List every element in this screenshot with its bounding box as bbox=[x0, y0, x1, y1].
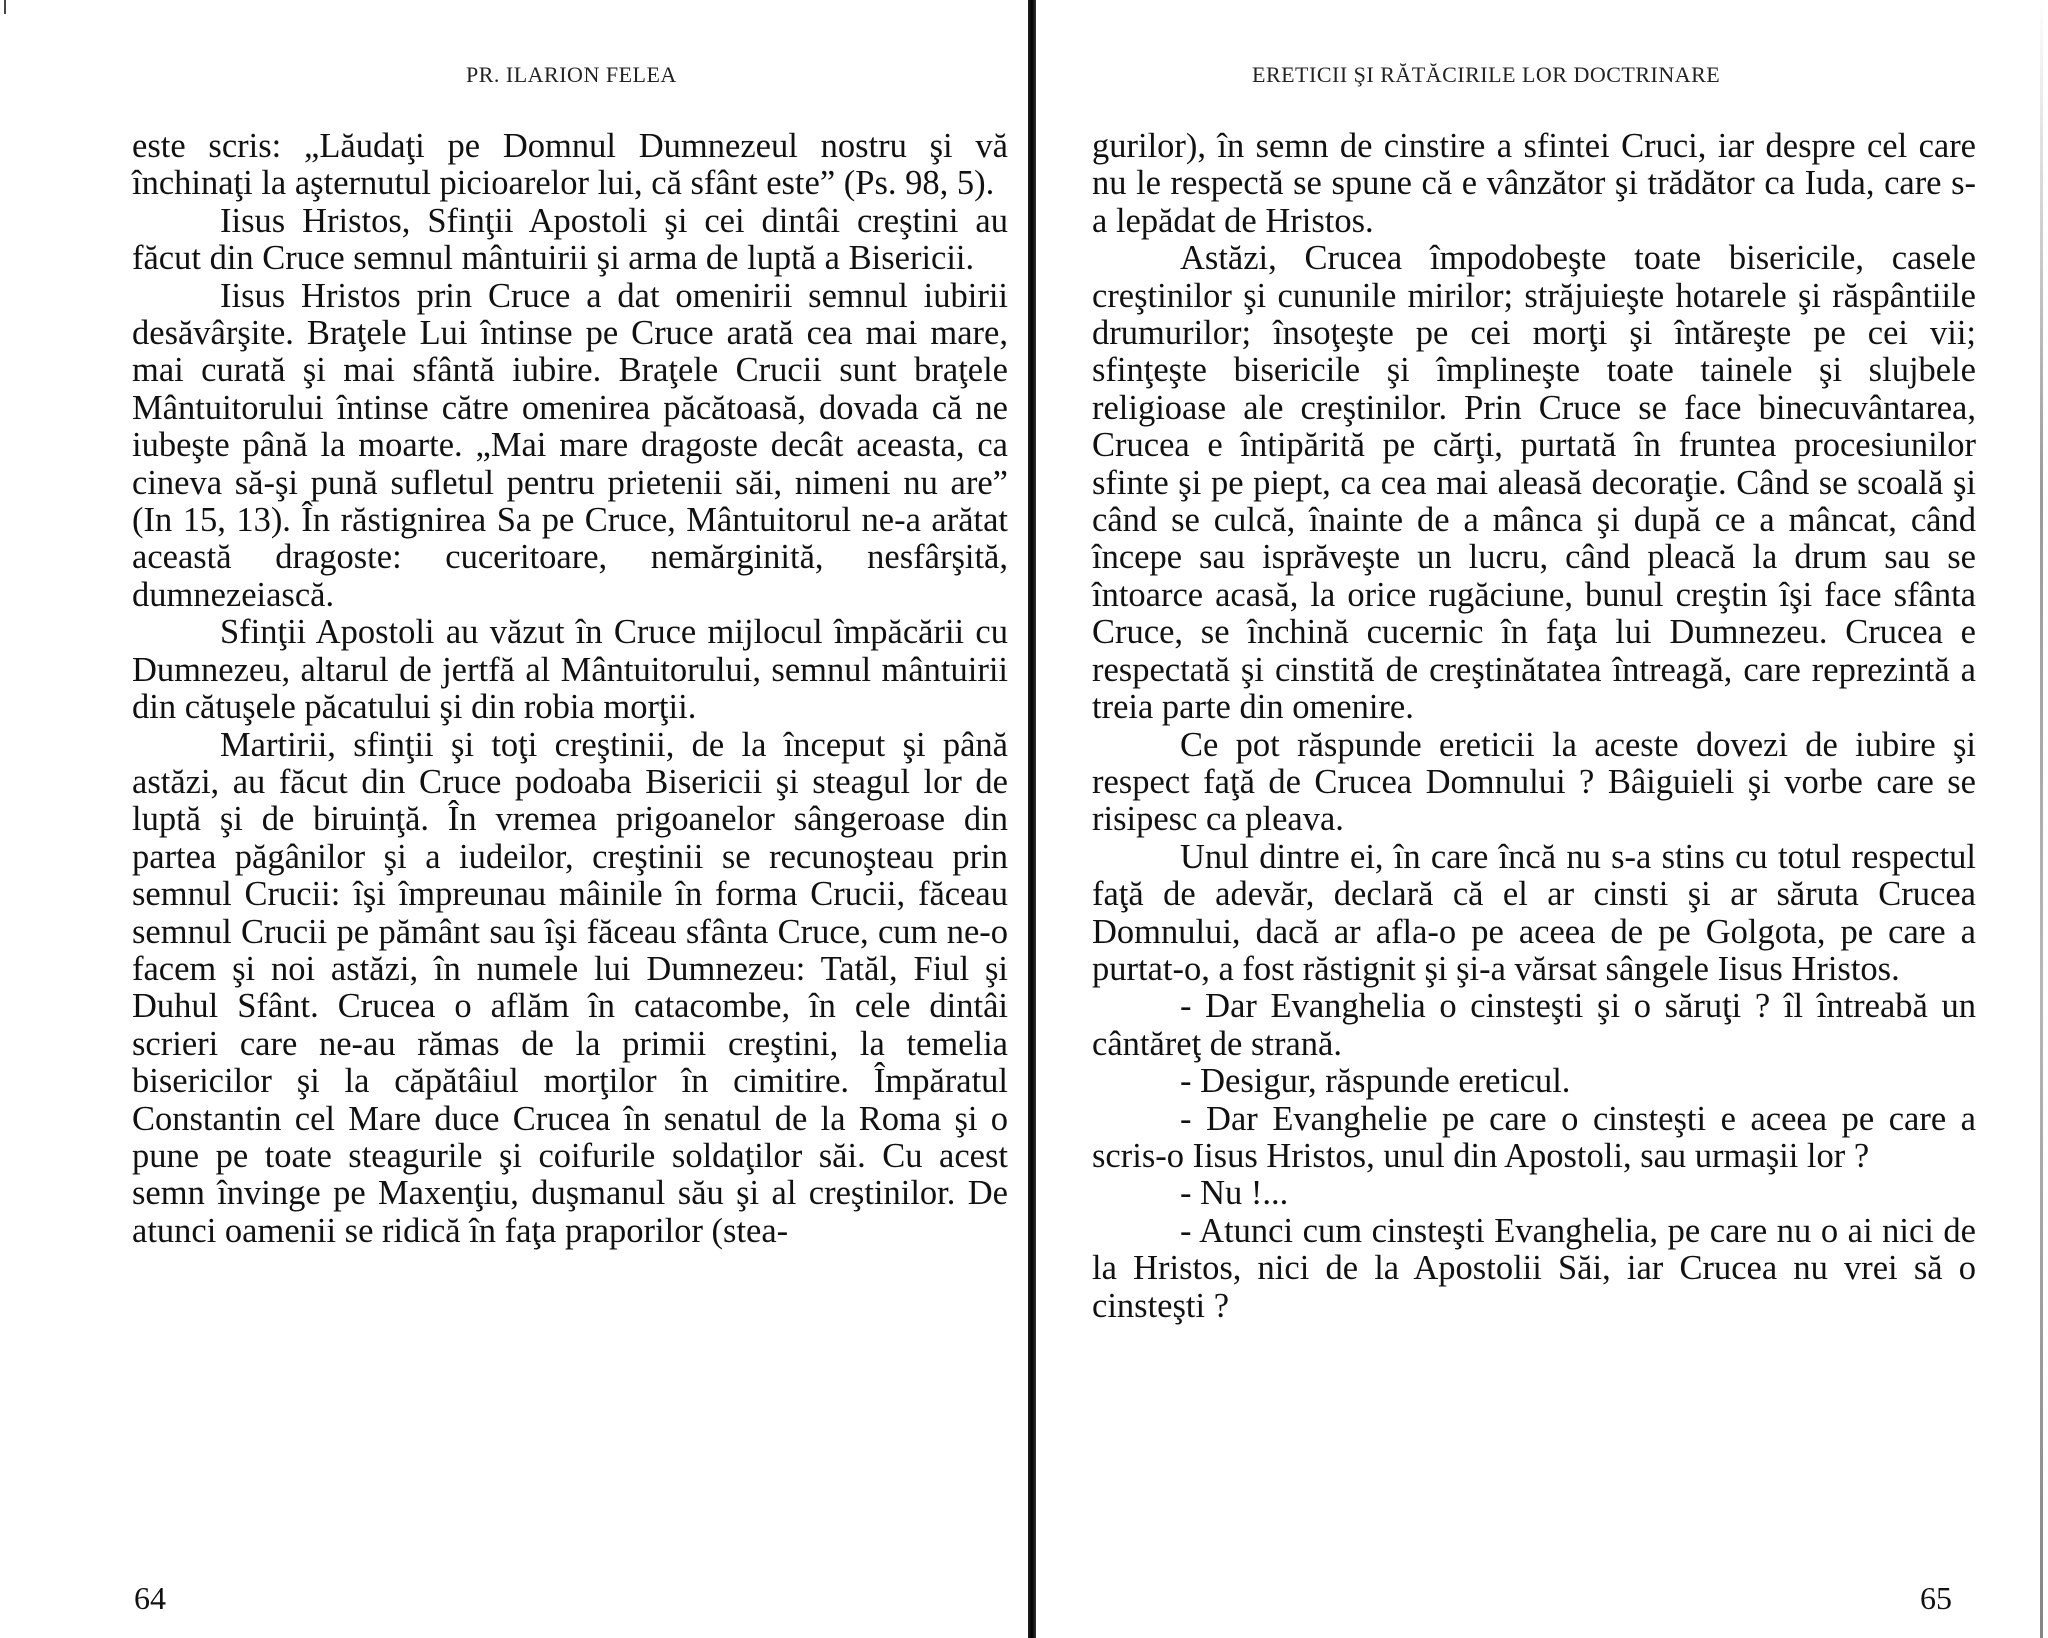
left-paragraph-2: Iisus Hristos, Sfinţii Apostoli şi cei dintâi creştini au făcut din Cruce semnul mântuirii şi arma de luptă a Bisericii. bbox=[132, 201, 1008, 278]
right-paragraph-6: - Desigur, răspunde ereticul. bbox=[1180, 1062, 1571, 1101]
right-page bbox=[1040, 0, 2048, 1638]
page-edge-shadow bbox=[2040, 0, 2043, 1638]
right-paragraph-9: - Atunci cum cinsteşti Evanghelia, pe care nu o ai nici de la Hristos, nici de la Apostolii Săi, iar Crucea nu vrei să o cinsteşti ? bbox=[1092, 1211, 1976, 1325]
right-page-number: 65 bbox=[1920, 1580, 1952, 1616]
left-body-text bbox=[132, 128, 1008, 1250]
right-paragraph-7: - Dar Evanghelie pe care o cinsteşti e aceea pe care a scris-o Iisus Hristos, unul din Apostoli, sau urmaşii lor ? bbox=[1092, 1099, 1976, 1175]
right-paragraph-3: Ce pot răspunde ereticii la aceste dovezi de iubire şi respect faţă de Crucea Domnului ? Bâiguieli şi vorbe care se risipesc ca pleava. bbox=[1092, 725, 1976, 839]
right-paragraph-2: Astăzi, Crucea împodobeşte toate bisericile, casele creştinilor şi cununile mirilor; străjuieşte hotarele şi răspântiile drumurilor; însoţeşte pe cei morţi şi întăreşte pe cei vii; sfinţeşte bisericile şi împlineşte toate tainele şi slujbele religioase ale creştinilor. Prin Cruce se face binecuvântarea, Crucea e întipărită pe cărţi, purtată în fruntea procesiunilor sfinte şi pe piept, ca cea mai aleasă decoraţie. Când se scoală şi când se culcă, înainte de a mânca şi după ce a mâncat, când începe sau isprăveşte un lucru, când pleacă la drum sau se întoarce acasă, la orice rugăciune, bunul creştin îşi face sfânta Cruce, se închină cucernic în faţa lui Dumnezeu. Crucea e respectată şi cinstită de creştinătatea întreagă, care reprezintă a treia parte din omenire. bbox=[1092, 239, 1976, 727]
book-gutter bbox=[1028, 0, 1036, 1638]
right-paragraph-8: - Nu !... bbox=[1180, 1174, 1289, 1213]
right-running-head: ERETICII ŞI RĂTĂCIRILE LOR DOCTRINARE bbox=[1252, 62, 1721, 87]
right-body-text bbox=[1092, 128, 1976, 1325]
right-paragraph-5: - Dar Evanghelia o cinsteşti şi o săruţi ? îl întreabă un cântăreţ de strană. bbox=[1092, 987, 1976, 1063]
left-paragraph-5: Martirii, sfinţii şi toţi creştinii, de la început şi până astăzi, au făcut din Cruce podoaba Bisericii şi steagul lor de luptă şi de biruinţă. În vremea prigoanelor sângeroase din partea păgânilor şi a iudeilor, creştinii se recunoşteau prin semnul Crucii: îşi împreunau mâinile în forma Crucii, făceau semnul Crucii pe pământ sau îşi făceau sfânta Cruce, cum ne-o facem şi noi astăzi, în numele lui Dumnezeu: Tatăl, Fiul şi Duhul Sfânt. Crucea o aflăm în catacombe, în cele dintâi scrieri care ne-au rămas de la primii creştini, la temelia bisericilor şi la căpătâiul morţilor în cimitire. Împăratul Constantin cel Mare duce Crucea în senatul de la Roma şi o pune pe toate steagurile şi coifurile soldaţilor săi. Cu acest semn învinge pe Maxenţiu, duşmanul său şi al creştinilor. De atunci oamenii se ridică în faţa praporilor (stea- bbox=[132, 725, 1008, 1250]
left-paragraph-1: este scris: „Lăudaţi pe Domnul Dumnezeul nostru şi vă închinaţi la aşternutul picioarelor lui, că sfânt este” (Ps. 98, 5). bbox=[132, 127, 1008, 203]
left-paragraph-3: Iisus Hristos prin Cruce a dat omenirii semnul iubirii desăvârşite. Braţele Lui întinse pe Cruce arată cea mai mare, mai curată şi mai sfântă iubire. Braţele Crucii sunt braţele Mântuitorului întinse către omenirea păcătoasă, dovada că ne iubeşte până la moarte. „Mai mare dragoste decât aceasta, ca cineva să-şi pună sufletul pentru prietenii săi, nimeni nu are” (In 15, 13). În răstignirea Sa pe Cruce, Mântuitorul ne-a arătat această dragoste: cuceritoare, nemărginită, nesfârşită, dumnezeiască. bbox=[132, 276, 1008, 614]
right-paragraph-1: gurilor), în semn de cinstire a sfintei Cruci, iar despre cel care nu le respectă se spune că e vânzător şi trădător ca Iuda, care s-a lepădat de Hristos. bbox=[1092, 127, 1976, 240]
left-page-number: 64 bbox=[134, 1580, 166, 1616]
left-paragraph-4: Sfinţii Apostoli au văzut în Cruce mijlocul împăcării cu Dumnezeu, altarul de jertfă al Mântuitorului, semnul mântuirii din cătuşele păcatului şi din robia morţii. bbox=[132, 613, 1008, 727]
right-paragraph-4: Unul dintre ei, în care încă nu s-a stins cu totul respectul faţă de adevăr, declară că el ar cinsti şi ar săruta Crucea Domnului, dacă ar afla-o pe aceea de pe Golgota, pe care a purtat-o, a fost răstignit şi şi-a vărsat sângele Iisus Hristos. bbox=[1092, 837, 1976, 988]
left-running-head: PR. ILARION FELEA bbox=[466, 62, 677, 87]
